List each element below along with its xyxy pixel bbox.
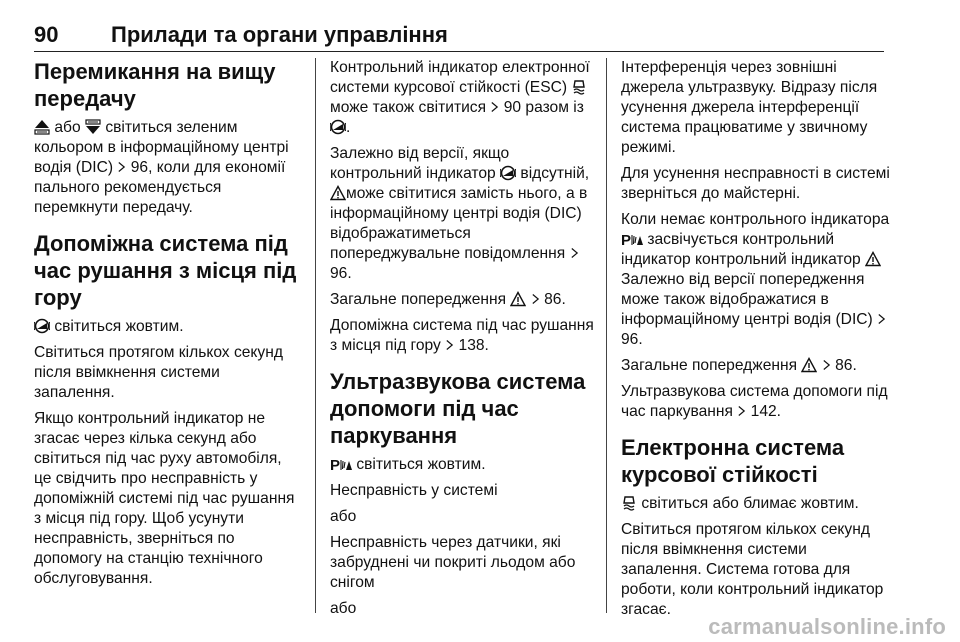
hill-paragraph-2: Світиться протягом кількох секунд після ввімкнення системи запалення. (34, 344, 283, 401)
text: засвічується контрольний індикатор контрольний індикатор (621, 231, 861, 268)
upshift-paragraph (34, 118, 302, 218)
text: може також світитися (330, 99, 487, 116)
warning-icon (865, 251, 881, 267)
text: 96, коли для економії пального рекомендується перемкнути передачу. (34, 159, 286, 216)
warning-icon (801, 357, 817, 373)
esc-icon (571, 79, 587, 95)
interference-paragraph: Інтерференція через зовнішні джерела ультразвуку. Відразу після усунення джерела інтерференції система працюватиме у звичному режимі. (621, 59, 878, 156)
version-paragraph (330, 144, 600, 284)
text: Ультразвукова система допомоги під час паркування (621, 383, 888, 420)
no-indicator-paragraph (621, 210, 890, 350)
hill-ref-paragraph (330, 316, 600, 356)
general-warning-paragraph (330, 290, 600, 310)
park-paragraph-4: Несправність через датчики, які забруднені чи покриті льодом або снігом (330, 534, 576, 591)
text: 86. (835, 357, 857, 374)
text: 142. (750, 403, 782, 420)
text: світиться зеленим кольором в інформаційному центрі водія (DIC) (34, 119, 289, 176)
page-ref-icon (117, 161, 126, 173)
esc-icon (621, 495, 637, 511)
general-warning-paragraph (621, 356, 890, 376)
hill-paragraph-3: Якщо контрольний індикатор не згасає через кілька секунд або світиться під час руху автомобіля, це свідчить про несправність у допоміжній системі під час рушання з місця під гору. Щоб усунути несправність, зверніться по допомогу на станцію технічного обслуговування. (34, 410, 295, 587)
heading-upshift: Перемикання на вищу передачу (34, 59, 276, 111)
column-1 (34, 58, 302, 642)
text: світиться жовтим. (54, 318, 184, 335)
page-ref-icon (490, 101, 499, 113)
page-ref-icon (445, 339, 454, 351)
text: 96. (330, 265, 352, 282)
page-ref-icon (737, 405, 746, 417)
text: світиться жовтим. (356, 456, 486, 473)
park-paragraph-5: або (330, 600, 357, 617)
page-title: Прилади та органи управління (111, 22, 448, 47)
park-assist-icon (621, 231, 643, 247)
text: Загальне попередження (330, 291, 507, 308)
warning-icon (330, 185, 346, 201)
hill-start-assist-icon (34, 318, 50, 334)
text: може світитися замість нього, а в інформаційному центрі водія (DIC) відображатиметься попереджувальне повідомлення (330, 185, 588, 262)
park-paragraph-3: або (330, 508, 357, 525)
page-ref-icon (877, 313, 886, 325)
page-number: 90 (34, 22, 59, 47)
heading-park-assist: Ультразвукова система допомоги під час паркування (330, 369, 586, 448)
text: Залежно від версії попередження може також відображатися в інформаційному центрі водія (DIC) (621, 271, 873, 328)
text: або (54, 119, 81, 136)
park-ref-paragraph (621, 382, 890, 422)
text: Допоміжна система під час рушання з місця під гору (330, 317, 594, 354)
heading-esc: Електронна система курсової стійкості (621, 435, 845, 487)
text: відсутній, (520, 165, 590, 182)
text: Загальне попередження (621, 357, 798, 374)
esc-paragraph: Контрольний індикатор електронної системи курсової стійкості (ESC) може також світитися 90 разом із . (330, 59, 590, 136)
text: 96. (621, 331, 643, 348)
text: 86. (544, 291, 566, 308)
park-assist-icon (330, 456, 352, 472)
esc-indicator-paragraph (621, 494, 890, 514)
page-header (34, 20, 884, 52)
text: Коли немає контрольного індикатора (621, 211, 890, 228)
workshop-paragraph: Для усунення несправності в системі зверніться до майстерні. (621, 165, 890, 202)
page-ref-icon (570, 247, 579, 259)
watermark: carmanualsonline.info (708, 614, 946, 639)
column-2 (315, 58, 600, 617)
column-3 (606, 58, 890, 618)
heading-hill-start-assist: Допоміжна система під час рушання з місця під гору (34, 231, 297, 310)
upshift-icon (34, 119, 50, 135)
text: Контрольний індикатор електронної системи курсової стійкості (ESC) (330, 59, 590, 96)
hill-indicator-paragraph (34, 317, 302, 337)
park-indicator-paragraph (330, 455, 600, 475)
hill-start-assist-icon (500, 165, 516, 181)
text: світиться або блимає жовтим. (641, 495, 859, 512)
page-ref-icon (822, 359, 831, 371)
esc-paragraph-2: Світиться протягом кількох секунд після ввімкнення системи запалення. Система готова для роботи, коли контрольний індикатор згасає. (621, 521, 884, 618)
text: 138. (458, 337, 489, 354)
text: 90 разом із (503, 99, 584, 116)
hill-start-assist-icon (330, 119, 346, 135)
page-ref-icon (531, 293, 540, 305)
text: Залежно від версії, якщо контрольний індикатор (330, 145, 510, 182)
park-paragraph-2: Несправність у системі (330, 482, 498, 499)
downshift-icon (85, 119, 101, 135)
warning-icon (510, 291, 526, 307)
